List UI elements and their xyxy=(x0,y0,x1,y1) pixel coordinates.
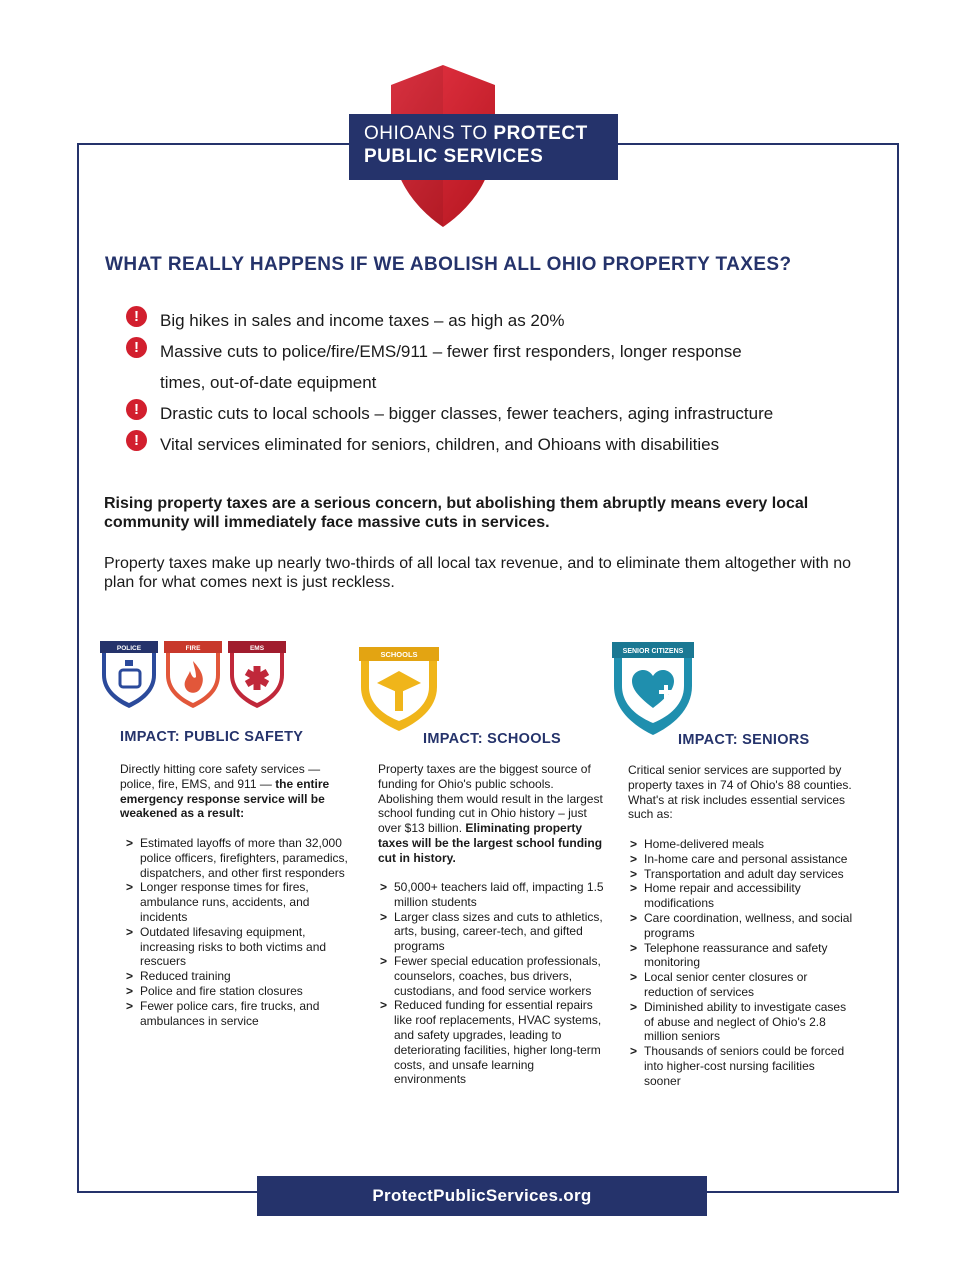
list-item xyxy=(124,999,352,1029)
list-item xyxy=(628,1044,853,1088)
chevron-right-icon: > xyxy=(630,999,638,1014)
chevron-right-icon: > xyxy=(630,1044,638,1059)
schools-badge-label: SCHOOLS xyxy=(380,650,418,659)
chevron-right-icon: > xyxy=(126,880,134,895)
chevron-right-icon: > xyxy=(126,983,134,998)
list-item-text: Police and fire station closures xyxy=(140,983,303,998)
logo-banner xyxy=(349,114,618,180)
chevron-right-icon: > xyxy=(630,910,638,925)
list-item xyxy=(378,910,608,954)
key-point-text: Big hikes in sales and income taxes – as high as 20% xyxy=(160,311,565,330)
list-item-text: Fewer special education professionals, counselors, coaches, bus drivers, custodians, and food service workers xyxy=(394,953,601,998)
list-item xyxy=(124,925,352,969)
list-item xyxy=(628,867,853,882)
list-item xyxy=(628,881,853,911)
public-safety-intro-text: Directly hitting core safety services — police, fire, EMS, and 911 — xyxy=(120,762,321,791)
list-item-text: Longer response times for fires, ambulance runs, accidents, and incidents xyxy=(140,880,310,924)
ems-badge-icon xyxy=(228,641,286,708)
list-item-text: In-home care and personal assistance xyxy=(644,851,848,866)
fire-badge-icon xyxy=(164,641,222,708)
list-item xyxy=(124,880,352,924)
public-safety-intro-bold: the entire emergency response service will be weakened as a result: xyxy=(120,776,330,821)
list-item xyxy=(628,852,853,867)
chevron-right-icon: > xyxy=(380,998,388,1013)
ems-badge-label: EMS xyxy=(249,645,265,652)
alert-icon: ! xyxy=(126,306,147,327)
list-item xyxy=(124,984,352,999)
list-item xyxy=(628,911,853,941)
alert-icon: ! xyxy=(126,337,147,358)
chevron-right-icon: > xyxy=(126,969,134,984)
chevron-right-icon: > xyxy=(380,953,388,968)
alert-icon: ! xyxy=(126,399,147,420)
list-item-text: Fewer police cars, fire trucks, and ambulances in service xyxy=(140,998,320,1028)
list-item-text: Estimated layoffs of more than 32,000 police officers, firefighters, paramedics, dispatchers, and other first responders xyxy=(140,836,348,880)
chevron-right-icon: > xyxy=(380,880,388,894)
summary-bold: Rising property taxes are a serious concern, but abolishing them abruptly means every local community will immediately face massive cuts in services. xyxy=(104,495,809,531)
schools-list xyxy=(378,880,608,1087)
list-item xyxy=(628,1000,853,1044)
schools-intro-bold: Eliminating property taxes will be the largest school funding cut in history. xyxy=(378,821,603,865)
schools-intro-text: Property taxes are the biggest source of funding for Ohio's public schools. Abolishing them would result in the largest school funding cut in Ohio history – just over $13 billion. xyxy=(378,762,603,836)
list-item-text: Telephone reassurance and safety monitoring xyxy=(644,940,828,970)
key-point-text: times, out-of-date equipment xyxy=(160,373,377,392)
list-item-text: Transportation and adult day services xyxy=(644,866,844,881)
list-item-text: 50,000+ teachers laid off, impacting 1.5 million students xyxy=(394,880,604,909)
summary-text: Property taxes make up nearly two-thirds of all local tax revenue, and to eliminate them altogether with no plan for what comes next is just reckless. xyxy=(104,555,852,591)
list-item-text: Reduced funding for essential repairs like roof replacements, HVAC systems, and safety upgrades, leading to deteriorating facilities, higher long-term costs, and unsafe learning environments xyxy=(394,998,602,1087)
public-safety-intro xyxy=(120,762,345,821)
list-item xyxy=(378,880,608,910)
public-safety-list xyxy=(124,836,352,1028)
key-point-text: Massive cuts to police/fire/EMS/911 – fewer first responders, longer response xyxy=(160,342,742,361)
list-item xyxy=(378,954,608,998)
list-item xyxy=(378,998,608,1087)
police-badge-icon xyxy=(100,641,158,708)
website-url-banner: ProtectPublicServices.org xyxy=(257,1176,707,1216)
chevron-right-icon: > xyxy=(630,881,638,896)
logo-line1-bold: PROTECT xyxy=(493,123,588,144)
alert-icon: ! xyxy=(126,430,147,451)
chevron-right-icon: > xyxy=(126,998,134,1013)
chevron-right-icon: > xyxy=(380,909,388,924)
logo-line2: PUBLIC SERVICES xyxy=(364,146,544,167)
list-item-text: Care coordination, wellness, and social programs xyxy=(644,910,853,940)
schools-badge-icon xyxy=(357,643,441,733)
list-item-text: Outdated lifesaving equipment, increasing risks to both victims and rescuers xyxy=(140,924,327,969)
key-point-text: Vital services eliminated for seniors, children, and Ohioans with disabilities xyxy=(160,435,720,454)
chevron-right-icon: > xyxy=(126,924,134,939)
seniors-list xyxy=(628,837,853,1089)
chevron-right-icon: > xyxy=(630,970,638,985)
chevron-right-icon: > xyxy=(126,836,134,850)
list-item xyxy=(124,836,352,880)
list-item-text: Diminished ability to investigate cases of abuse and neglect of Ohio's 2.8 million seniors xyxy=(644,999,847,1044)
chevron-right-icon: > xyxy=(630,866,638,881)
page-title: WHAT REALLY HAPPENS IF WE ABOLISH ALL OHIO PROPERTY TAXES? xyxy=(105,254,792,275)
schools-intro xyxy=(378,762,610,866)
public-safety-title: IMPACT: PUBLIC SAFETY xyxy=(120,729,304,745)
fire-badge-label: FIRE xyxy=(185,645,201,652)
public-safety-badges xyxy=(98,637,298,709)
chevron-right-icon: > xyxy=(630,851,638,866)
list-item xyxy=(628,970,853,1000)
logo-line1-plain: OHIOANS TO xyxy=(364,123,494,144)
seniors-badge-icon xyxy=(610,636,696,736)
chevron-right-icon: > xyxy=(630,837,638,851)
seniors-badge-label: SENIOR CITIZENS xyxy=(622,648,684,655)
police-badge-label: POLICE xyxy=(116,645,142,652)
list-item-text: Home repair and accessibility modifications xyxy=(644,881,801,911)
schools-title: IMPACT: SCHOOLS xyxy=(423,731,561,747)
list-item-text: Reduced training xyxy=(140,969,231,984)
seniors-intro: Critical senior services are supported by property taxes in 74 of Ohio's 88 counties. What's at risk includes essential services such as: xyxy=(628,763,852,822)
seniors-title: IMPACT: SENIORS xyxy=(678,732,810,748)
chevron-right-icon: > xyxy=(630,940,638,955)
list-item xyxy=(628,837,853,852)
list-item-text: Home-delivered meals xyxy=(644,837,765,851)
list-item xyxy=(628,941,853,971)
list-item-text: Larger class sizes and cuts to athletics, arts, busing, career-tech, and gifted programs xyxy=(394,909,603,954)
list-item-text: Thousands of seniors could be forced into higher-cost nursing facilities sooner xyxy=(644,1044,845,1088)
list-item xyxy=(124,969,352,984)
list-item-text: Local senior center closures or reduction of services xyxy=(644,970,808,999)
key-point-text: Drastic cuts to local schools – bigger classes, fewer teachers, aging infrastructure xyxy=(160,404,774,423)
